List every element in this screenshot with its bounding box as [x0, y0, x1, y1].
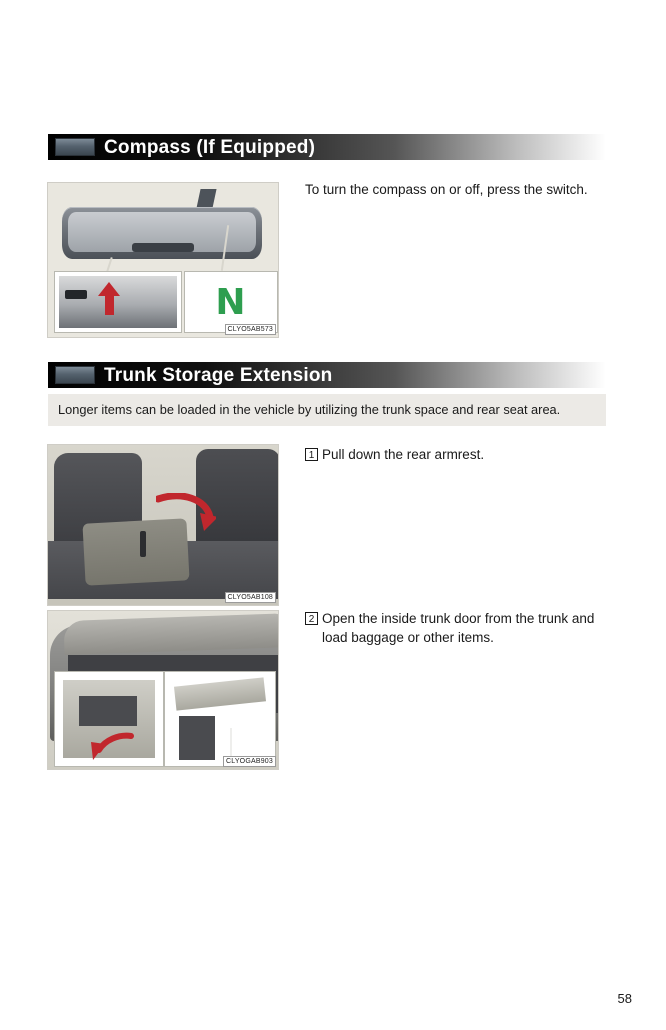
- figure-trunk-inside-door: [47, 610, 279, 770]
- section-title: Trunk Storage Extension: [104, 364, 333, 386]
- figure-rear-armrest: [47, 444, 279, 606]
- trunk-storage-note: Longer items can be loaded in the vehicle by utilizing the trunk space and rear seat area.: [48, 394, 606, 426]
- step-2: [305, 610, 615, 647]
- compass-direction-letter: N: [215, 281, 247, 323]
- figure-code-label: CLYOGAB903: [223, 756, 276, 767]
- section-swatch-icon: [55, 138, 95, 156]
- figure-compass-mirror: [47, 182, 279, 338]
- section-header-compass: [48, 134, 606, 160]
- step-text: Pull down the rear armrest.: [322, 447, 485, 462]
- step-number: 2: [305, 612, 318, 625]
- mirror-button-strip: [132, 243, 194, 252]
- compass-switch-button: [65, 290, 87, 299]
- step-text: Open the inside trunk door from the trunk and load baggage or other items.: [322, 611, 595, 645]
- figure-code-label: CLYO5AB573: [225, 324, 276, 335]
- trunk-door-frame: [179, 716, 215, 760]
- callout-switch: [54, 271, 182, 333]
- armrest-slot: [140, 531, 146, 557]
- step-number: 1: [305, 448, 318, 461]
- press-arrow-stem: [105, 295, 114, 315]
- trunk-door-opening: [79, 696, 137, 726]
- page-number: 58: [617, 991, 632, 1006]
- callout-trunk-door-open: [164, 671, 276, 767]
- press-arrow-head: [98, 282, 120, 296]
- section-swatch-icon: [55, 366, 95, 384]
- figure-code-label: CLYO5AB108: [225, 592, 276, 603]
- section-header-trunk-storage: [48, 362, 606, 388]
- section-title: Compass (If Equipped): [104, 136, 316, 158]
- callout-trunk-latch: [54, 671, 164, 767]
- step-1: [305, 446, 615, 465]
- latch-arrow-icon: [89, 732, 135, 764]
- compass-body-text: To turn the compass on or off, press the switch.: [305, 182, 588, 197]
- pull-down-arrow-icon: [156, 493, 216, 533]
